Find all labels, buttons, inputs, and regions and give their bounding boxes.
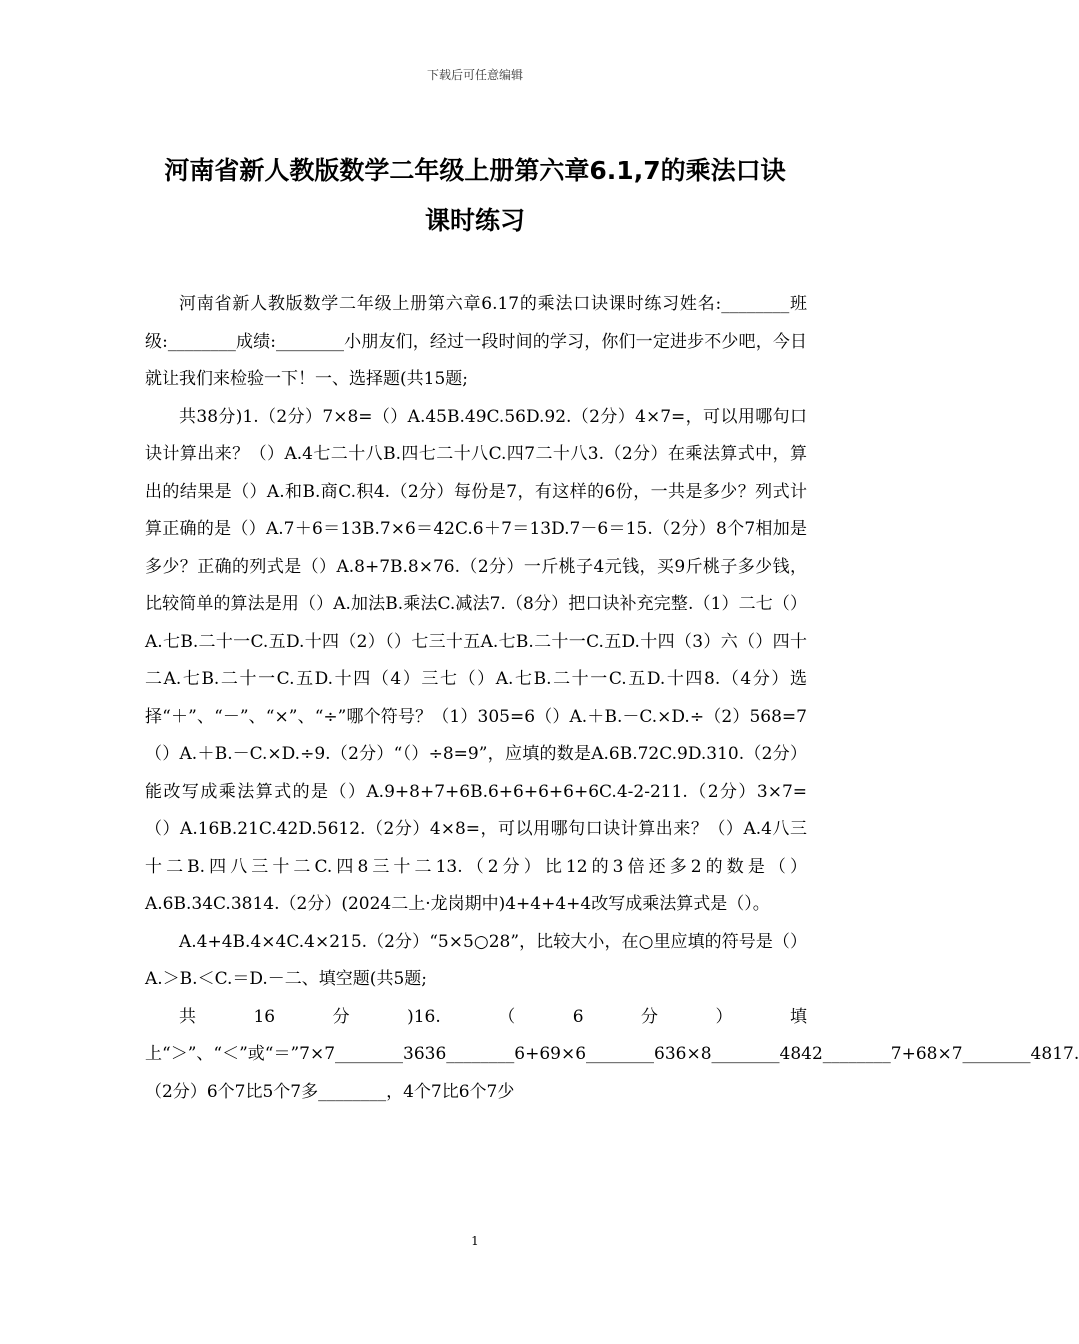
body-paragraph: 河南省新人教版数学二年级上册第六章6.17的乘法口诀课时练习姓名:________班级:________成绩:________小朋友们，经过一段时间的学习，你们一定进步不少吧，今日就让我们来检验一下！一、选择题(共15题; [145,294,807,389]
header-note: 下载后可任意编辑 [426,68,523,82]
document-body [145,286,1079,1111]
title-line-2: 课时练习 [424,206,525,235]
body-paragraph: 共38分)1.（2分）7×8=（）A.45B.49C.56D.92.（2分）4×7=，可以用哪句口诀计算出来？（）A.4七二十八B.四七二十八C.四7二十八3.（2分）在乘法算式中，算出的结果是（）A.和B.商C.积4.（2分）每份是7，有这样的6份，一共是多少？列式计算正确的是（）A.7＋6＝13B.7×6＝42C.6＋7＝13D.7－6＝15.（2分）8个7相加是多少？正确的列式是（）A.8+7B.8×76.（2分）一斤桃子4元钱，买9斤桃子多少钱，比较简单的算法是用（）A.加法B.乘法C.减法7.（8分）把口诀补充完整.（1）二七（）A.七B.二十一C.五D.十四（2）（）七三十五A.七B.二十一C.五D.十四（3）六（）四十二A.七B.二十一C.五D.十四（4）三七（）A.七B.二十一C.五D.十四8.（4分）选择“＋”、“－”、“×”、“÷”哪个符号？（1）305=6（）A.＋B.－C.×D.÷（2）568=7（）A.＋B.－C.×D.÷9.（2分）“（）÷8=9”，应填的数是A.6B.72C.9D.310.（2分）能改写成乘法算式的是（）A.9+8+7+6B.6+6+6+6+6C.4-2-211.（2分）3×7=（）A.16B.21C.42D.5612.（2分）4×8=，可以用哪句口诀计算出来？（）A.4八三十二B.四八三十二C.四8三十二13.（2分）比12的3倍还多2的数是（）A.6B.34C.3814.（2分）(2024二上·龙岗期中)4+4+4+4改写成乘法算式是（）。 [145,406,807,914]
body-paragraph: A.4+4B.4×4C.4×215.（2分）“5×5○28”，比较大小，在○里应填的符号是（）A.＞B.＜C.＝D.－二、填空题(共5题; [145,931,807,989]
page-number: 1 [471,1234,479,1248]
body-paragraph: 共16分)16.（6分）填上“＞”、“＜”或“＝”7×7________3636________6+69×6________636×8________4842________7+68×7________4817.（2分）6个7比5个7多________，4个7比6个7少 [145,1006,1079,1102]
document-title [100,146,850,246]
title-line-1: 河南省新人教版数学二年级上册第六章6.1,7的乘法口诀 [164,156,786,185]
